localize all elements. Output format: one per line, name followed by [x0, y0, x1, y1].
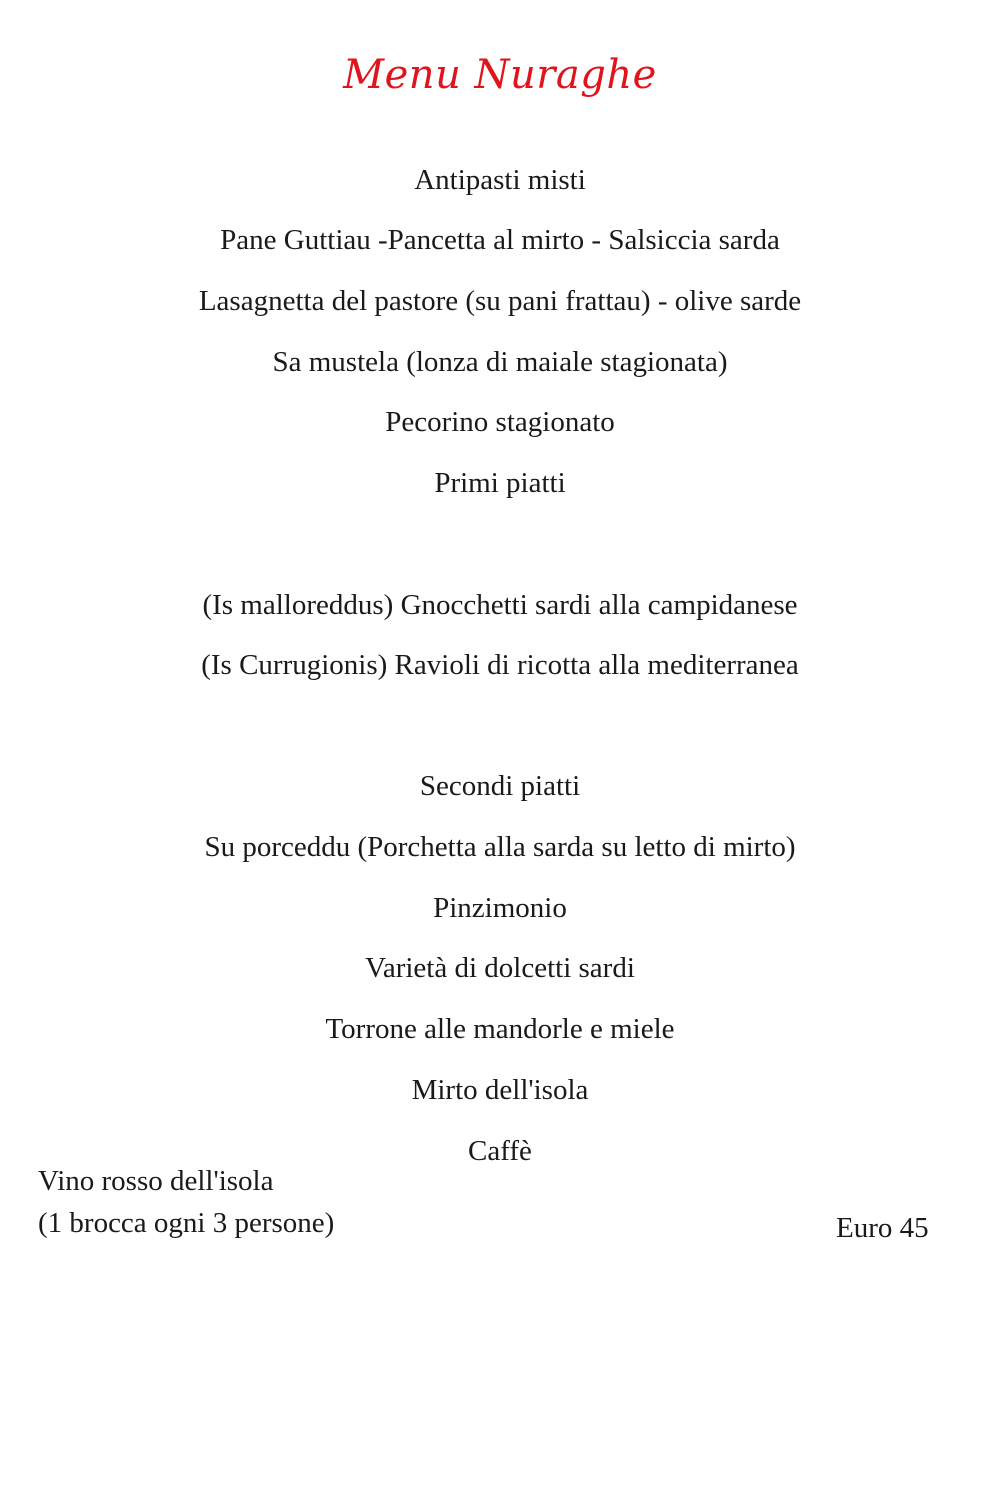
menu-item-pecorino: Pecorino stagionato [385, 406, 615, 438]
wine-line-2: (1 brocca ogni 3 persone) [38, 1207, 335, 1239]
menu-item-torrone: Torrone alle mandorle e miele [325, 1013, 675, 1045]
wine-line-1: Vino rosso dell'isola [38, 1165, 274, 1197]
price: Euro 45 [836, 1212, 929, 1244]
menu-item-dolcetti: Varietà di dolcetti sardi [365, 952, 635, 984]
menu-item-malloreddus: (Is malloreddus) Gnocchetti sardi alla campidanese [202, 589, 798, 621]
menu-item-caffe: Caffè [468, 1135, 532, 1167]
menu-title: Menu Nuraghe [343, 52, 657, 98]
menu-item-porceddu: Su porceddu (Porchetta alla sarda su letto di mirto) [204, 831, 796, 863]
menu-item-mirto: Mirto dell'isola [411, 1074, 589, 1106]
secondi-heading: Secondi piatti [419, 770, 581, 802]
menu-item-currugionis: (Is Currugionis) Ravioli di ricotta alla mediterranea [201, 649, 799, 681]
menu-item-sa-mustela: Sa mustela (lonza di maiale stagionata) [272, 346, 728, 378]
menu-item-pane-guttiau: Pane Guttiau -Pancetta al mirto - Salsiccia sarda [220, 224, 780, 256]
primi-heading: Primi piatti [434, 467, 566, 499]
menu-item-lasagnetta: Lasagnetta del pastore (su pani frattau) - olive sarde [198, 285, 802, 317]
menu-item-pinzimonio: Pinzimonio [433, 892, 567, 924]
antipasti-heading: Antipasti misti [414, 164, 586, 196]
wine-note [38, 1160, 334, 1244]
